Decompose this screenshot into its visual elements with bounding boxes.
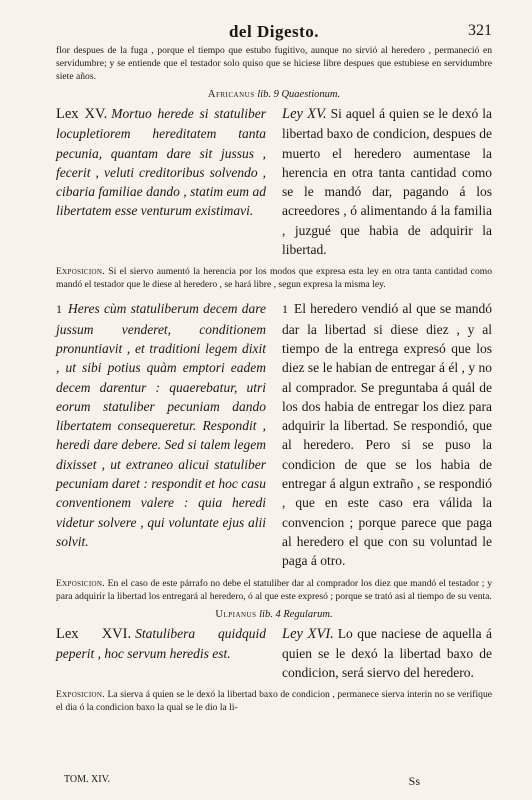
exposicion-text: La sierva á quien se le dexó la libertad baxo de condicion , permanece sierva interin no se verifique el dia ó la condicion baxo la qual se le dio la li- — [56, 689, 492, 714]
source-citation — [56, 89, 492, 100]
spanish-column — [282, 624, 492, 683]
source-reference: lib. 4 Regularum. — [259, 608, 333, 620]
source-reference: lib. 9 Quaestionum. — [257, 89, 341, 100]
latin-text: Heres cùm statuliberum decem dare jussum venderet, conditionem pronuntiavit , et traditioni legem dixit , ut sibi potius quàm emptori eadem decem darentur : quaerebatur, utri eorum statuliber pecuniam dando libertatem consequeretur. Respondit , heredi dare debere. Sed si talem legem dixisset , ut extraneo alicui statuliber pecuniam daret : respondit et hoc casu conventionem valere : quia heredi videtur solvere , qui voluntate ejus alii solvit. — [56, 301, 266, 549]
law-block — [56, 104, 492, 259]
page-number: 321 — [468, 22, 492, 39]
document-page — [56, 22, 492, 792]
signature-mark: Ss — [408, 774, 420, 788]
law-number-spanish: Ley XVI. — [282, 625, 334, 642]
source-author: Ulpianus — [215, 608, 257, 620]
law-number-latin: Lex XV. — [56, 106, 108, 122]
exposicion-label: Exposicion. — [56, 577, 105, 589]
law-number-spanish: Ley XV. — [282, 106, 327, 122]
page-header — [56, 22, 492, 44]
paragraph-number-latin: 1 — [56, 302, 62, 317]
exposicion-paragraph — [56, 688, 492, 714]
spanish-text: Si aquel á quien se le dexó la libertad baxo de condicion, despues de muerto el heredero aumentase la herencia en otra tanta cantidad como se le mandó dar, pagando á los acreedores , ó alimentando á la familia , juzgué que habia de adquirir la libertad. — [282, 106, 493, 258]
exposicion-label: Exposicion. — [56, 266, 105, 278]
latin-text: Mortuo herede si statuliber locupletiorem hereditatem tanta pecunia, quantam dare sit jussus , fecerit , veluti creditoribus solvendo , cibaria familiae dando , statim eum ad libertatem esse venturum existimavi. — [56, 106, 266, 219]
page-footer — [56, 774, 492, 788]
latin-column — [56, 104, 266, 259]
spanish-column — [282, 104, 492, 259]
source-author: Africanus — [207, 89, 255, 100]
latin-column — [56, 624, 266, 683]
exposicion-paragraph — [56, 265, 492, 291]
spanish-column — [282, 299, 492, 570]
exposicion-text: Si el siervo aumentó la herencia por los modos que expresa esta ley en otra tanta cantidad como mandó el testador que le diese al heredero , se hará libre , segun expresa la misma ley. — [56, 266, 493, 291]
exposicion-text: En el caso de este párrafo no debe el statuliber dar al comprador los diez que mandó el testador ; y para adquirir la libertad los entregará al heredero, ó al que este expresó ; porque se trató asi al tiempo de su venta. — [56, 577, 492, 602]
volume-marker: TOM. XIV. — [64, 774, 111, 785]
paragraph-number-spanish: 1 — [282, 302, 288, 317]
law-block — [56, 299, 492, 570]
law-number-latin: Lex XVI. — [56, 625, 132, 642]
running-title: del Digesto. — [228, 22, 320, 41]
intro-paragraph: flor despues de la fuga , porque el tiempo que estubo fugitivo, aunque no sirvió al heredero , permaneció en servidumbre; y se entiende que el testador solo quiso que se hiciese libre despues que estubiese en servidumbre siete años. — [56, 45, 492, 82]
spanish-text: El heredero vendió al que se mandó dar la libertad si diese diez , y al tiempo de la entrega expresó que los diez se le habian de entregar á él , y no al comprador. Se preguntaba á quál de los dos habia de entregar los diez para adquirir la libertad. Se respondió, que al heredero. Pero si se puso la condicion de que se los habia de entregar á algun extraño , se respondió , que en este caso era válida la convencion ; porque parece que paga al heredero el que con su voluntad le paga á otro. — [282, 301, 492, 569]
latin-column — [56, 299, 266, 570]
exposicion-label: Exposicion. — [56, 689, 105, 701]
exposicion-paragraph — [56, 577, 492, 603]
law-block — [56, 624, 492, 683]
source-citation — [56, 609, 492, 620]
spanish-text: Lo que naciese de aquella á quien se le dexó la libertad baxo de condicion, será siervo del heredero. — [282, 625, 492, 681]
latin-text: Statulibera quidquid peperit , hoc servum heredis est. — [56, 625, 266, 661]
